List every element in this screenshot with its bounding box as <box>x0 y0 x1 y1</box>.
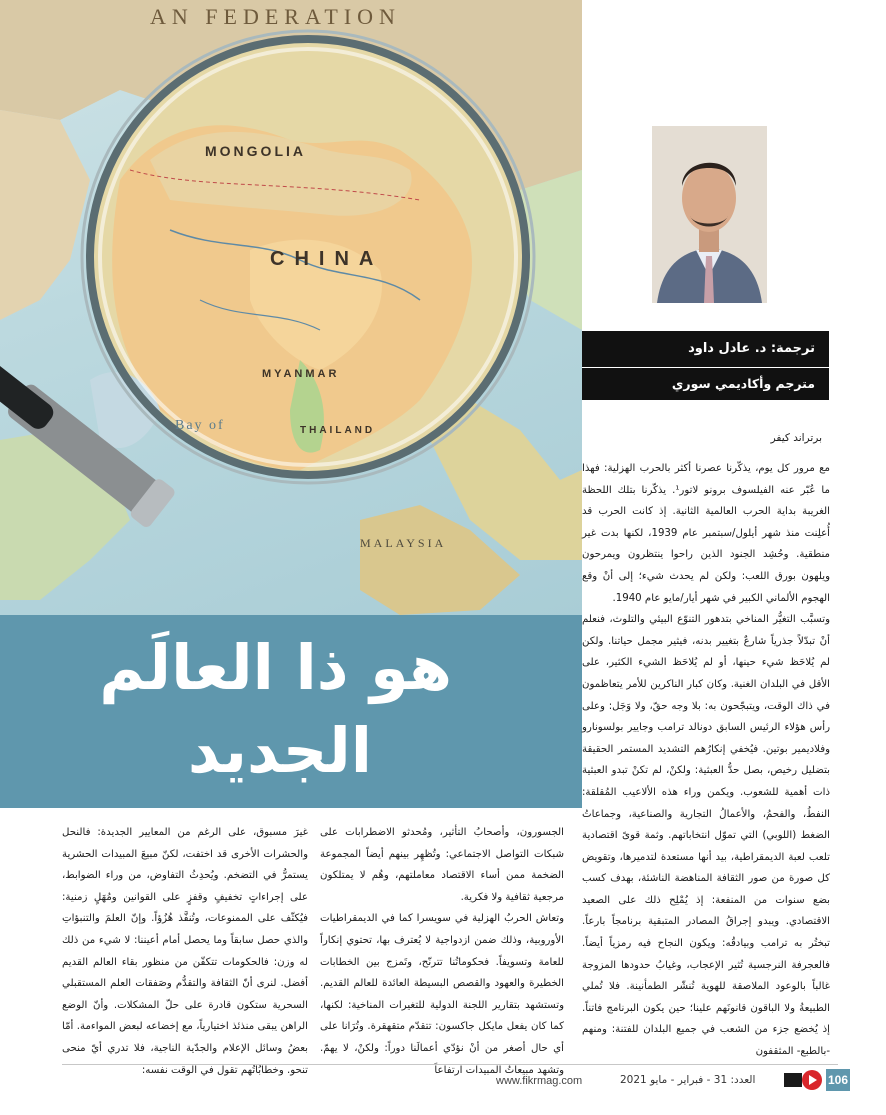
paragraph: مع مرور كل يوم، يذكّرنا عصرنا أكثر بالحرب الهزلية: فهذا ما عُبّر عنه الفيلسوف برونو لاتور¹. يذكّرنا بتلك اللحظة الغريبة بداية الحرب العالمية الثانية. إذ كانت الحرب قد أُعلِنت منذ شهر أيلول/سبتمبر عام 1939، لكنها بدت غير منطقية. وحُشِد الجنود الذين راحوا ينتظرون ويمرحون ويلهون بورق اللعب: ولكن لم يحدث شيء؛ إلى أنْ وقع الهجوم الألماني الكبير في شهر أيار/مايو عام 1940. <box>582 463 831 604</box>
title-band <box>0 615 582 808</box>
hero-map-image <box>0 0 582 615</box>
magazine-logo <box>784 1069 822 1091</box>
article-column-right <box>582 458 831 1058</box>
translator-role: مترجم وأكاديمي سوري <box>582 368 829 400</box>
logo-mark-icon <box>784 1069 822 1091</box>
map-label-myanmar: MYANMAR <box>262 368 340 380</box>
footer-issue-info: العدد: 31 - فبراير - مايو 2021 <box>620 1074 756 1086</box>
map-label-malaysia: MALAYSIA <box>360 536 447 550</box>
article-byline: برتراند كيفر <box>770 432 822 444</box>
paragraph: وتسبَّب التغيُّر المناخي بتدهور التنوّع البيئي والتلوث، فنعلم أنْ تبدّلاً جذرياً شارعٌ بتغيير بدنه، فيثير مجمل حياتنا. ولكن لم يُلاحَظ شيء حينها، أو لم يُلاحَظ الشيء الكثير، على الأقل في البلدان الغنية. وكان كبار الناكرين للأمر يتعاظمون في ذاك الوقت، ويتبجّحون به: بلا وجه حقّ، ولا وَجَل: وعلى رأس هؤلاء الرئيس السابق دونالد ترامب وجايير بولسونارو وفلاديمير بوتين. فيُخفي إنكارُهم التشديد المستمر الحقيقة بتضليل رخيص، بصل حدُّ العبثية: ولكنْ، لم تكنْ تبدو العبثية ذات أهمية للشعوب. ويكمن وراء هذه الألاعيب المُقلقة: النفطُ، والفحمُ، والأعمالُ التجارية والصناعية، وجماعاتُ الضغط (اللوبي) التي تموّل انتخاباتهم. وثمة قوىً اقتصادية تلعب لعبة الديمقراطية، بيد أنها مستعدة لتدميرها، وتقويض كل صورة من صور الثقافة المناهضة الناشئة، بهدف كسب بضع سنوات من المنفعة: إذ يُمْلِح ذلك على الصعيد الاقتصادي. ويبدو إجراقُ المصادر المتبقية برنامجاً بارعاً. تبختُر به ترامب وبيادقُه: ويكون النجاح فيه رمزياً أيضاً. فالعجرفة النرجسية تُثير الإعجاب، وغيابُ حدودها المزوجة غالباً بالوعود الملاصقة للهوية تُنشّر الطمأنينة. فلا تُملي الطبيعةُ ولا الباقون قانونَهم علينا؛ حين يكون البرنامج فاتناً. إذ يُخضع جزء من الشعب في جميع البلدان للفتنة: ومنهم -بالطبع- المثقفون <box>582 614 830 1058</box>
paragraph: الجسورون، وأصحابُ التأثير، ومُحدثو الاضطرابات على شبكات التواصل الاجتماعي: وتُظهِر بينهم أيضاً المجموعة الضخمة ممن أساء الاقتصاد معاملتهم، وهُم لا يمتلكون مرجعية ثقافية ولا فكرية. <box>320 827 564 903</box>
paragraph: وتعاش الحربُ الهزلية في سويسرا كما في الديمقراطيات الأوروبية، وذلك ضمن ازدواجية لا يُعترف بها، تحتوي إنكاراً للعامة وتسويفاً. فحكوماتُنا تترنّح، وتَمزج بين الخطابات الخطيرة والعهود والقصص البسيطة العائدة للعالم القديم. وتستشهد بتقارير اللجنة الدولية للتغيرات المناخية: لكنها، كما كان يفعل مايكل جاكسون: تتقدّم متقهقرة. وتُرَانا على أي حال أصغر من أنْ نؤدّي أعمالَنا دوراً: ولكنْ، لا يهمّ. وتشهد مبيعاتُ المبيدات ارتفاعاً <box>320 913 564 1076</box>
article-column-middle <box>320 822 564 1076</box>
translator-portrait <box>652 126 767 303</box>
map-label-bay: Bay of <box>175 418 225 433</box>
article-title-line-1: هو ذا العالَم <box>99 631 452 704</box>
article-column-left <box>62 822 308 1076</box>
footer-rule <box>62 1064 838 1065</box>
footer-website-link[interactable]: www.fikrmag.com <box>496 1075 583 1087</box>
map-label-federation: AN FEDERATION <box>150 4 401 29</box>
paragraph: غيرَ مسبوق، على الرغم من المعايير الجديدة: فالنحل والحشرات الأخرى قد اختفت، لكنّ مبيعَ المبيدات الحشرية يستمرُّ في التضخم. ويُحدِثُ التفاوض، من وراء الضوابط، على إجراءاتٍ تخفيفٍ وقفزٍ على القوانين ومُهَلٍ زمنية: فيُكثّف على الممنوعات، وتُنفَّذ هُزُؤاً. وإنّ العلمَ والتنبؤاتِ والذي حصل سابقاً وما يحصل أمام أعيننا: لا شيء من ذلك له وزن: فالحكومات تتكفّن من منظور بقاء العالم القديم أفضل. لنرى أنّ الثقافة والتقدُّم وصَفقات العلم المستقبلي السحرية ستكون قادرة على حلّ المشكلات. وأنّ الوضع الراهن يبقى منذئذ اختيارياً، مع إخضاعه لبعض المواءمة. أمّا بعضُ وسائل الإعلام والجدّية الناجية، فلا تدري أيّ منحى تنحو. وخطابُاتُهم تقول في الوقت نفسه: <box>62 827 308 1076</box>
map-label-mongolia: MONGOLIA <box>205 143 306 159</box>
map-label-china: CHINA <box>270 248 384 270</box>
article-title-line-2: الجديد <box>187 714 372 787</box>
page-number-badge: 106 <box>826 1069 850 1091</box>
map-illustration <box>0 0 582 615</box>
portrait-illustration <box>652 126 767 303</box>
translator-credit: ترجمة: د. عادل داود <box>582 331 829 367</box>
map-label-thailand: THAILAND <box>300 425 376 436</box>
